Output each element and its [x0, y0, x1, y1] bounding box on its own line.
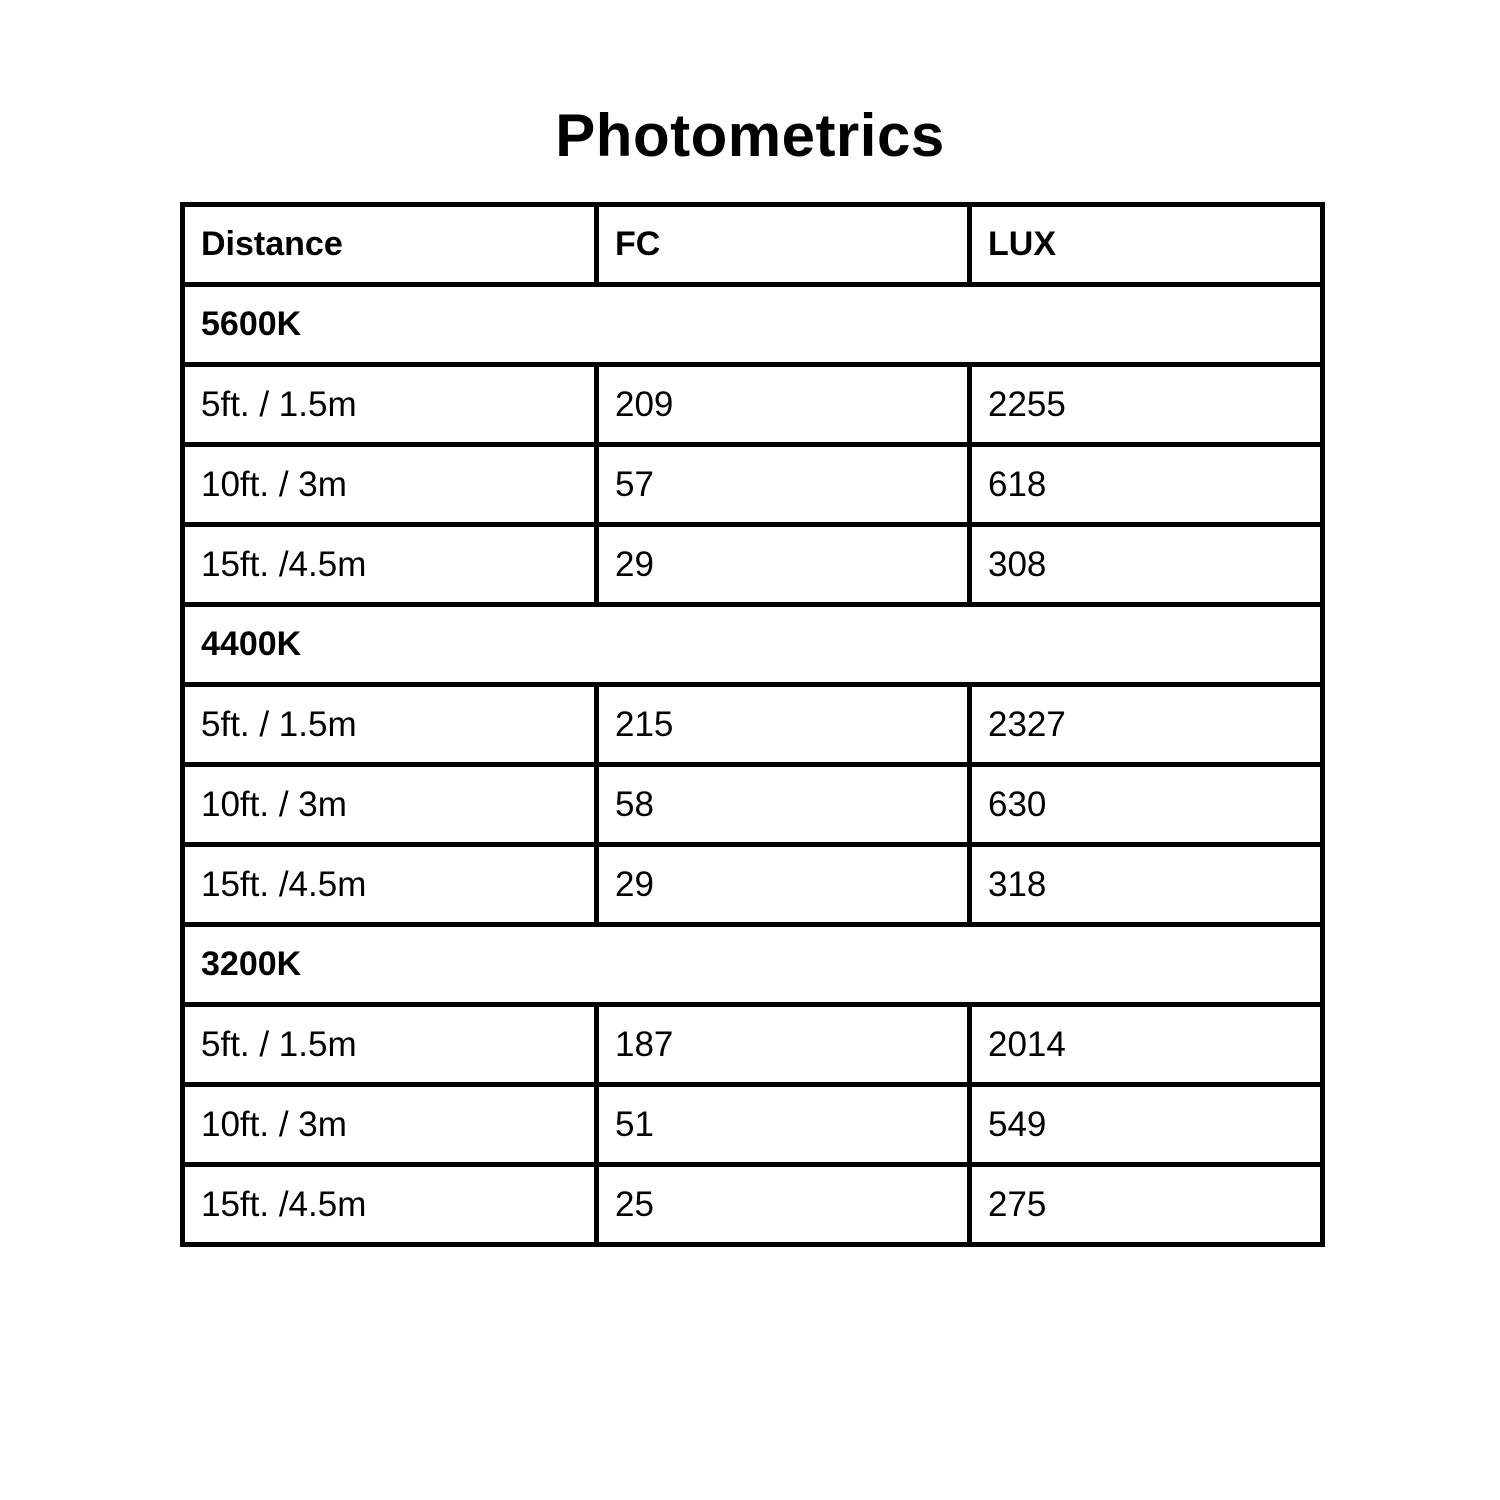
group-label: 4400K [183, 605, 1323, 685]
distance-cell: 5ft. / 1.5m [183, 365, 597, 445]
group-label: 3200K [183, 925, 1323, 1005]
lux-cell: 2327 [970, 685, 1323, 765]
distance-cell: 15ft. /4.5m [183, 1165, 597, 1245]
lux-cell: 318 [970, 845, 1323, 925]
fc-cell: 25 [597, 1165, 970, 1245]
lux-cell: 549 [970, 1085, 1323, 1165]
distance-cell: 10ft. / 3m [183, 1085, 597, 1165]
fc-cell: 215 [597, 685, 970, 765]
distance-cell: 15ft. /4.5m [183, 525, 597, 605]
page-title: Photometrics [555, 102, 945, 169]
distance-cell: 10ft. / 3m [183, 445, 597, 525]
fc-cell: 187 [597, 1005, 970, 1085]
fc-cell: 209 [597, 365, 970, 445]
fc-cell: 58 [597, 765, 970, 845]
header-distance: Distance [183, 205, 597, 285]
group-row-3200k [183, 925, 1323, 1005]
group-row-5600k [183, 285, 1323, 365]
table-row [183, 845, 1323, 925]
header-fc: FC [597, 205, 970, 285]
distance-cell: 5ft. / 1.5m [183, 1005, 597, 1085]
lux-cell: 630 [970, 765, 1323, 845]
table-row [183, 1165, 1323, 1245]
group-row-4400k [183, 605, 1323, 685]
lux-cell: 2014 [970, 1005, 1323, 1085]
distance-cell: 10ft. / 3m [183, 765, 597, 845]
lux-cell: 308 [970, 525, 1323, 605]
table-row [183, 1085, 1323, 1165]
lux-cell: 2255 [970, 365, 1323, 445]
lux-cell: 618 [970, 445, 1323, 525]
distance-cell: 15ft. /4.5m [183, 845, 597, 925]
table-header-row [183, 205, 1323, 285]
fc-cell: 29 [597, 845, 970, 925]
table-row [183, 525, 1323, 605]
group-label: 5600K [183, 285, 1323, 365]
header-lux: LUX [970, 205, 1323, 285]
table-row [183, 1005, 1323, 1085]
fc-cell: 51 [597, 1085, 970, 1165]
table-row [183, 445, 1323, 525]
table-row [183, 765, 1323, 845]
fc-cell: 57 [597, 445, 970, 525]
fc-cell: 29 [597, 525, 970, 605]
table-row [183, 685, 1323, 765]
lux-cell: 275 [970, 1165, 1323, 1245]
photometrics-table [180, 202, 1325, 1247]
table-row [183, 365, 1323, 445]
distance-cell: 5ft. / 1.5m [183, 685, 597, 765]
